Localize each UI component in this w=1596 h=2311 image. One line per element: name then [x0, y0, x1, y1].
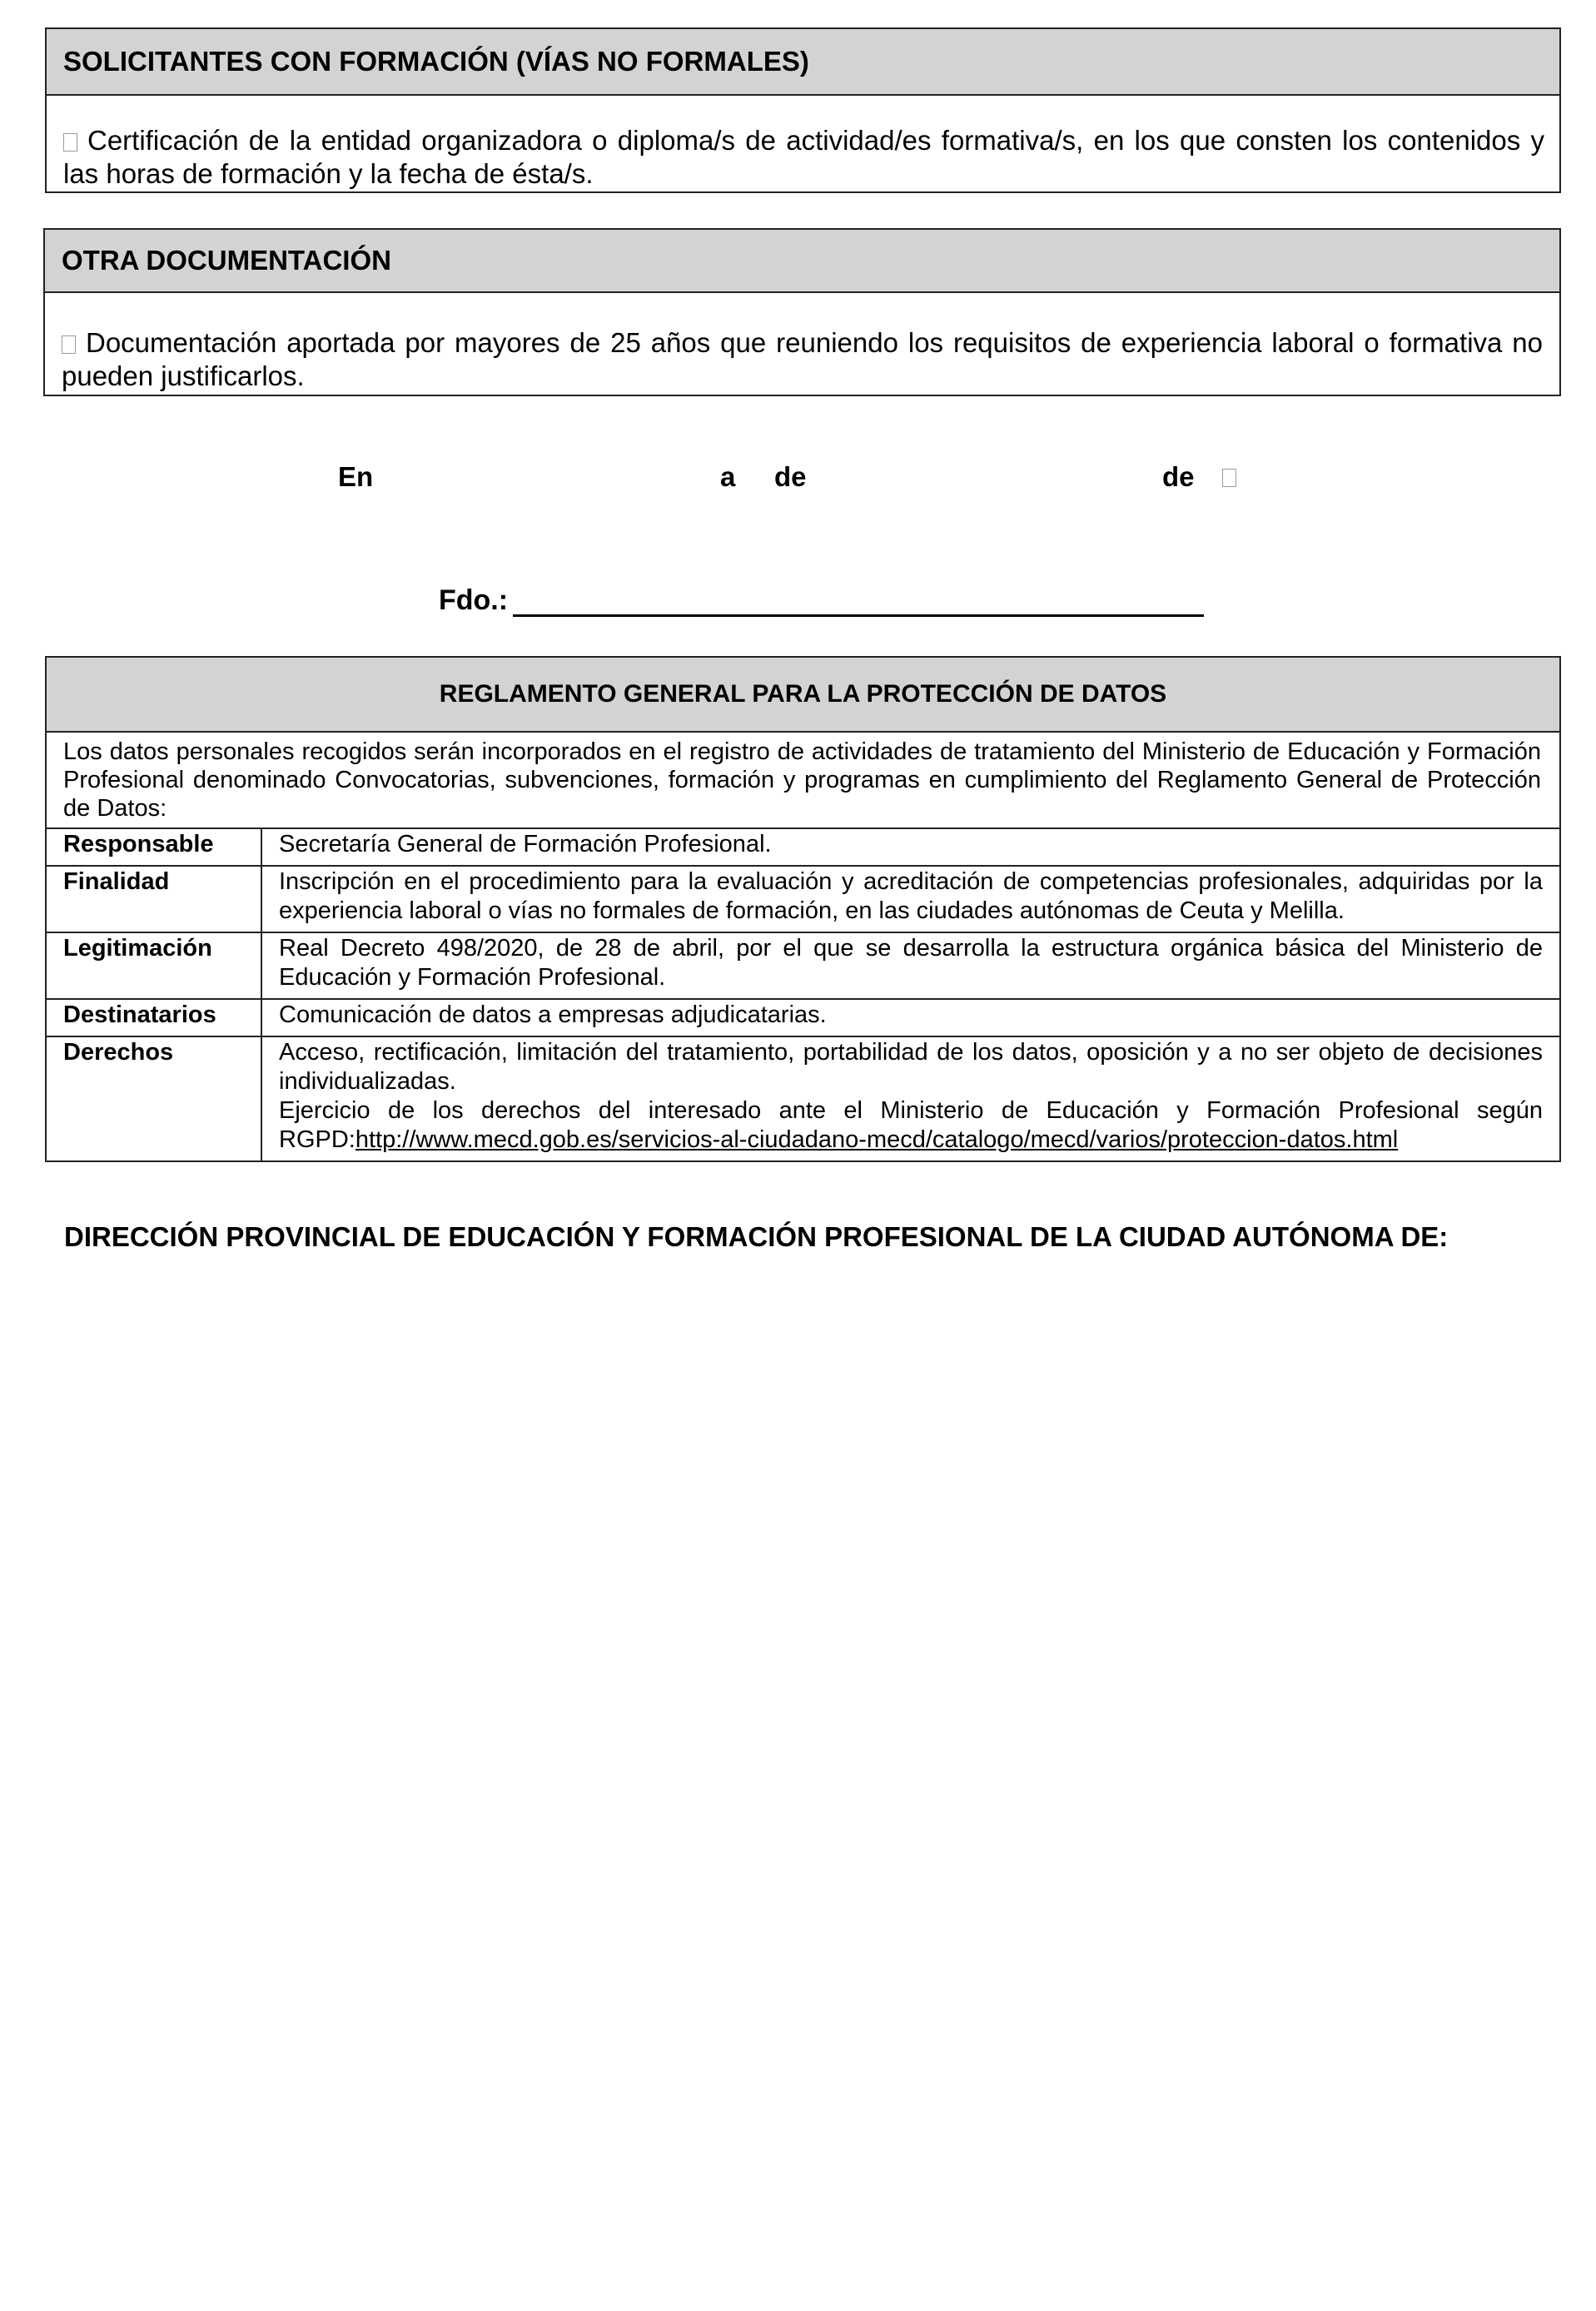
section-otra-documentacion-title: OTRA DOCUMENTACIÓN — [45, 230, 1559, 293]
date-de-label-2: de — [1162, 461, 1195, 492]
rgpd-value-destinatarios: Comunicación de datos a empresas adjudicatarias. — [261, 999, 1559, 1036]
signature-label: Fdo.: — [439, 584, 509, 616]
rgpd-title: REGLAMENTO GENERAL PARA LA PROTECCIÓN DE DATOS — [47, 658, 1559, 733]
rgpd-label-legitimacion: Legitimación — [47, 932, 261, 999]
rgpd-derechos-ejercicio — [279, 1096, 1543, 1155]
proteccion-datos-link[interactable]: http://www.mecd.gob.es/servicios-al-ciudadano-mecd/catalogo/mecd/varios/proteccion-datos.html — [355, 1126, 1399, 1153]
table-row — [47, 999, 1559, 1036]
rgpd-value-finalidad: Inscripción en el procedimiento para la evaluación y acreditación de competencias profesionales, adquiridas por la experiencia laboral o vías no formales de formación, en las ciudades autónomas de Ceuta y Melilla. — [261, 866, 1559, 932]
rgpd-derechos-ejercicio-text: Ejercicio de los derechos del interesado ante el Ministerio de Educación y Formación Profesional según RGPD: — [279, 1097, 1543, 1153]
section-otra-documentacion-body — [45, 293, 1559, 393]
rgpd-label-destinatarios: Destinatarios — [47, 999, 261, 1036]
year-field-icon[interactable] — [1222, 469, 1236, 487]
section-otra-documentacion — [43, 228, 1561, 396]
rgpd-table — [47, 829, 1559, 1160]
certificacion-checkbox[interactable] — [63, 133, 77, 152]
date-en-label: En — [338, 461, 374, 492]
rgpd-derechos-text: Acceso, rectificación, limitación del tratamiento, portabilidad de los datos, oposición y a no ser objeto de decisiones individualizadas. — [279, 1039, 1543, 1095]
mayores-25-text: Documentación aportada por mayores de 25 años que reuniendo los requisitos de experiencia laboral o formativa no pueden justificarlos. — [62, 327, 1543, 391]
rgpd-intro: Los datos personales recogidos serán incorporados en el registro de actividades de tratamiento del Ministerio de Educación y Formación Profesional denominado Convocatorias, subvenciones, formación y programas en cumplimiento del Reglamento General de Protección de Datos: — [47, 733, 1559, 829]
section-vias-no-formales-body — [47, 96, 1559, 191]
signature-line — [439, 584, 1204, 617]
section-vias-no-formales — [45, 27, 1561, 193]
rgpd-label-responsable: Responsable — [47, 829, 261, 866]
date-de-label-1: de — [774, 461, 807, 492]
section-vias-no-formales-title: SOLICITANTES CON FORMACIÓN (VÍAS NO FORMALES) — [47, 29, 1559, 96]
rgpd-box — [45, 656, 1561, 1162]
rgpd-label-derechos: Derechos — [47, 1036, 261, 1160]
rgpd-value-derechos — [261, 1036, 1559, 1160]
table-row — [47, 866, 1559, 932]
rgpd-value-responsable: Secretaría General de Formación Profesional. — [279, 831, 772, 857]
table-row — [47, 932, 1559, 999]
table-row — [47, 829, 1559, 866]
signature-field[interactable] — [513, 586, 1204, 617]
rgpd-label-finalidad: Finalidad — [47, 866, 261, 932]
direccion-provincial-heading: DIRECCIÓN PROVINCIAL DE EDUCACIÓN Y FORMACIÓN PROFESIONAL DE LA CIUDAD AUTÓNOMA DE: — [64, 1221, 1449, 1252]
rgpd-value-legitimacion: Real Decreto 498/2020, de 28 de abril, por el que se desarrolla la estructura orgánica básica del Ministerio de Educación y Formación Profesional. — [261, 932, 1559, 999]
table-row — [47, 1036, 1559, 1160]
mayores-25-checkbox[interactable] — [62, 335, 76, 354]
date-a-label: a — [720, 461, 736, 492]
certificacion-text: Certificación de la entidad organizadora o diploma/s de actividad/es formativa/s, en los que consten los contenidos y las horas de formación y la fecha de ésta/s. — [63, 125, 1544, 189]
